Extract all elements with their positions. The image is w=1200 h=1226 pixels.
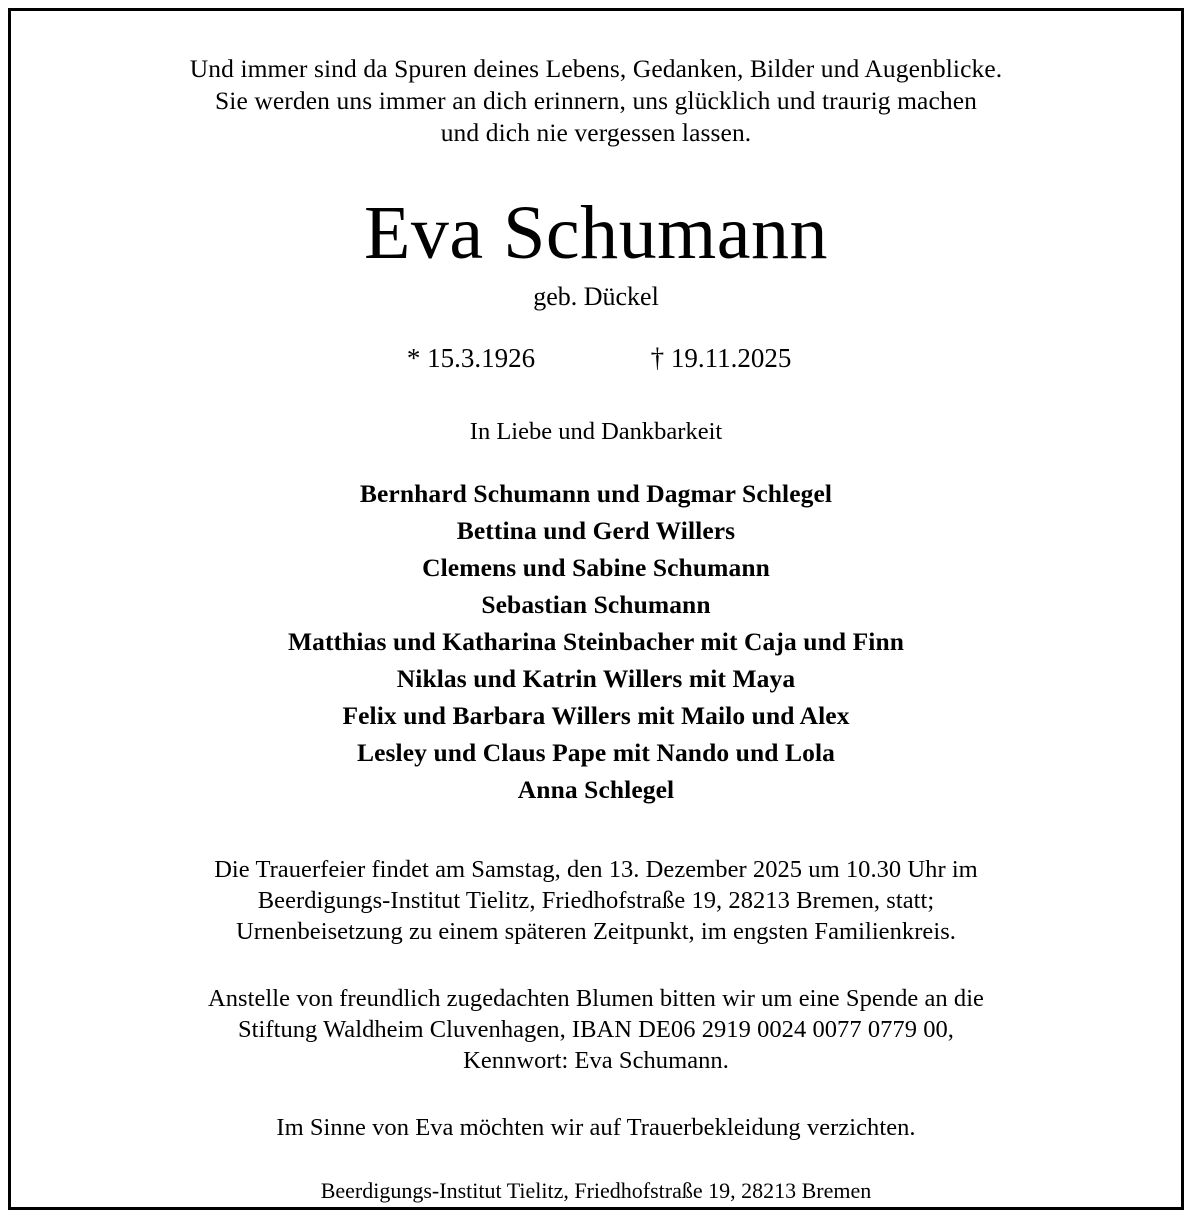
family-member-line: Lesley und Claus Pape mit Nando und Lola bbox=[357, 738, 835, 767]
donation-request bbox=[85, 983, 1107, 1076]
obituary-frame bbox=[8, 8, 1184, 1210]
dresscode-line: Im Sinne von Eva möchten wir auf Trauerbekleidung verzichten. bbox=[276, 1114, 916, 1141]
family-list bbox=[85, 475, 1107, 808]
dresscode-note bbox=[85, 1112, 1107, 1143]
deceased-name: Eva Schumann bbox=[363, 191, 828, 275]
obituary-content bbox=[11, 11, 1181, 1207]
family-member-line: Clemens und Sabine Schumann bbox=[422, 553, 770, 582]
donation-line: Anstelle von freundlich zugedachten Blumen bitten wir um eine Spende an die bbox=[208, 985, 984, 1012]
dedication-line: In Liebe und Dankbarkeit bbox=[469, 418, 723, 445]
donation-line: Kennwort: Eva Schumann. bbox=[463, 1047, 729, 1074]
verse-line: und dich nie vergessen lassen. bbox=[440, 118, 752, 147]
birth-date: * 15.3.1926 bbox=[406, 343, 536, 373]
donation-line: Stiftung Waldheim Cluvenhagen, IBAN DE06 2919 0024 0077 0779 00, bbox=[238, 1016, 954, 1043]
family-member-line: Sebastian Schumann bbox=[481, 590, 711, 619]
service-line: Die Trauerfeier findet am Samstag, den 13. Dezember 2025 um 10.30 Uhr im bbox=[214, 856, 978, 883]
opening-verse bbox=[85, 53, 1107, 149]
funeral-home-footer: Beerdigungs-Institut Tielitz, Friedhofstraße 19, 28213 Bremen bbox=[320, 1178, 872, 1203]
family-member-line: Niklas und Katrin Willers mit Maya bbox=[396, 664, 796, 693]
service-line: Beerdigungs-Institut Tielitz, Friedhofstraße 19, 28213 Bremen, statt; bbox=[257, 887, 935, 914]
family-member-line: Felix und Barbara Willers mit Mailo und Alex bbox=[342, 701, 850, 730]
service-line: Urnenbeisetzung zu einem späteren Zeitpunkt, im engsten Familienkreis. bbox=[236, 918, 956, 945]
family-member-line: Bernhard Schumann und Dagmar Schlegel bbox=[359, 479, 833, 508]
family-member-line: Matthias und Katharina Steinbacher mit Caja und Finn bbox=[287, 627, 905, 656]
verse-line: Und immer sind da Spuren deines Lebens, Gedanken, Bilder und Augenblicke. bbox=[189, 54, 1003, 83]
life-dates bbox=[85, 341, 1107, 375]
maiden-name: geb. Dückel bbox=[533, 282, 659, 311]
death-date: † 19.11.2025 bbox=[650, 343, 792, 373]
family-member-line: Anna Schlegel bbox=[517, 775, 675, 804]
service-details bbox=[85, 854, 1107, 947]
verse-line: Sie werden uns immer an dich erinnern, uns glücklich und traurig machen bbox=[215, 86, 977, 115]
family-member-line: Bettina und Gerd Willers bbox=[456, 516, 736, 545]
